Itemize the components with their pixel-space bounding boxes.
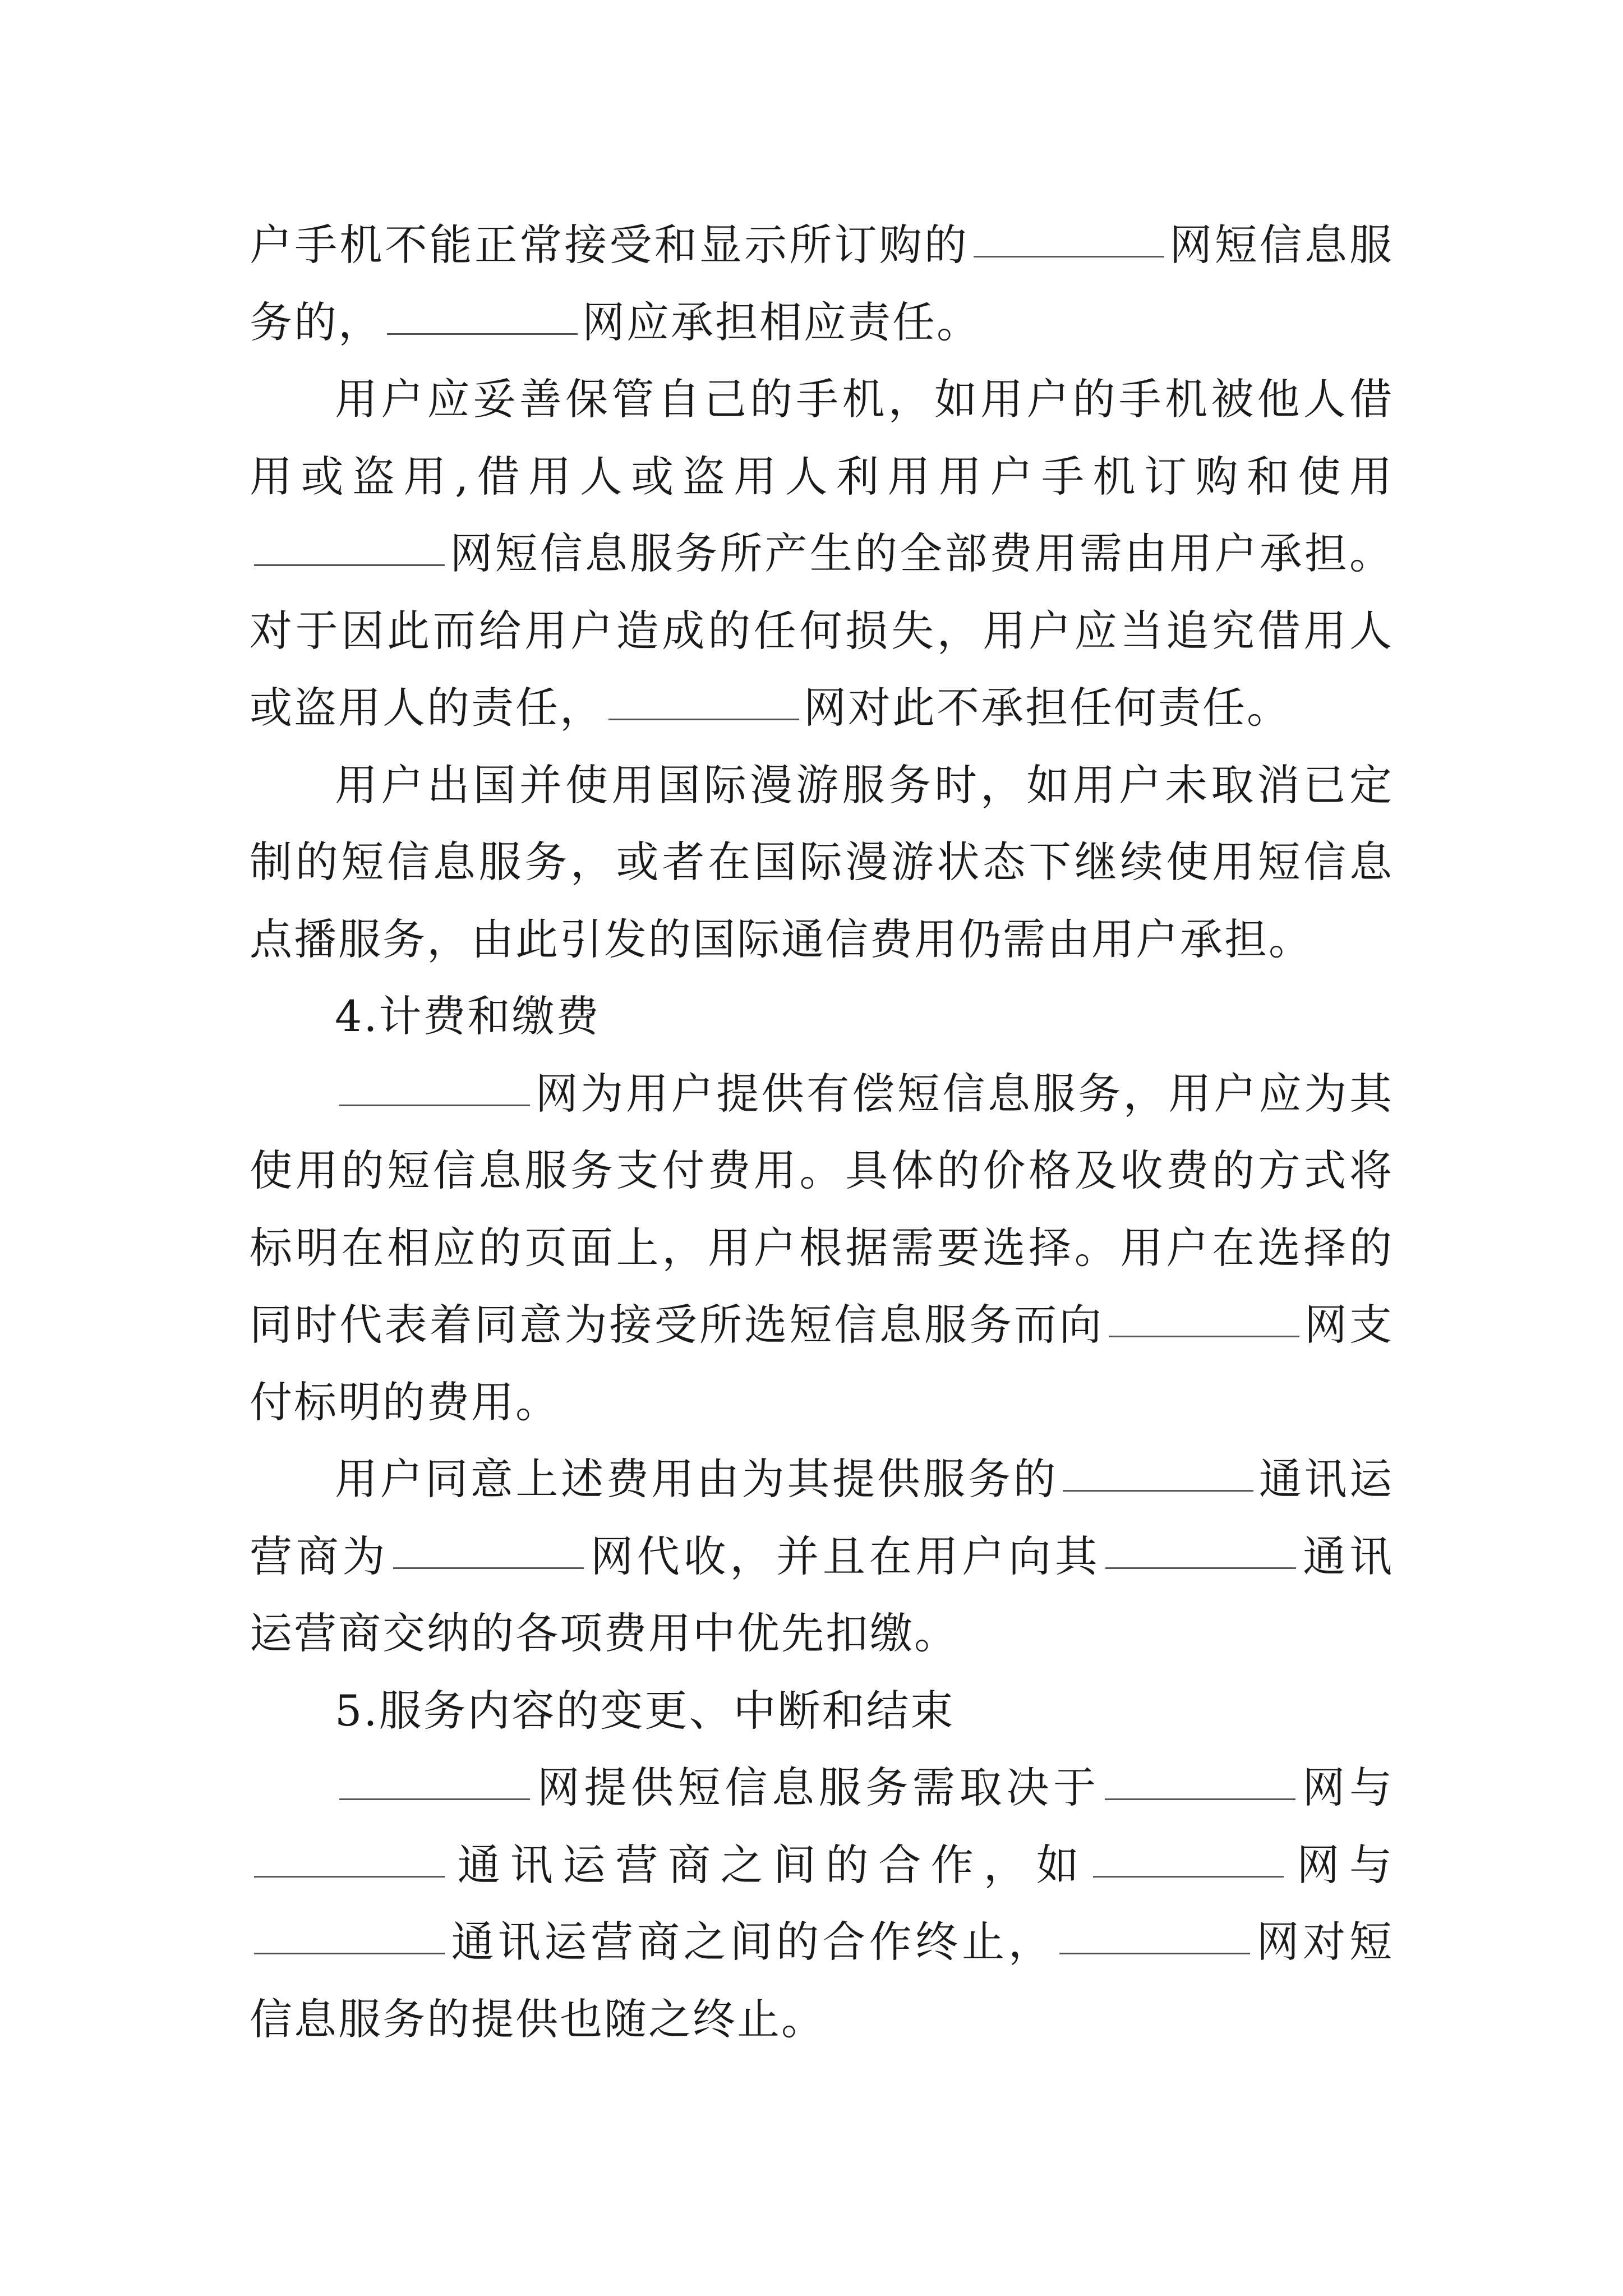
fill-in-blank [387, 333, 578, 335]
fill-in-blank [1109, 1335, 1299, 1337]
paragraph-text: 网与 [1288, 1839, 1394, 1890]
paragraph-text: 用户出国并使用国际漫游服务时，如用户未取消已定制的短信息服务，或者在国际漫游状态下继续使用短信息点播服务，由此引发的国际通信费用仍需由用户承担。 [250, 760, 1394, 964]
fill-in-blank [1063, 1489, 1253, 1492]
fill-in-blank [974, 255, 1164, 257]
fill-in-blank [254, 564, 445, 566]
paragraph-text: 网短信息服务所产生的全部费用需由用户承担。对于因此而给用户造成的任何损失，用户应当追究借用人或盗用人的责任， [250, 528, 1394, 733]
fill-in-blank [1093, 1875, 1284, 1878]
section-heading [250, 1672, 1394, 1750]
section-heading [250, 978, 1394, 1055]
paragraph-text: 网提供短信息服务需取决于 [534, 1763, 1100, 1812]
fill-in-blank [608, 718, 799, 720]
paragraph-text: 通讯运营商之间的合作，如 [449, 1839, 1089, 1890]
paragraph [250, 206, 1394, 361]
paragraph [250, 747, 1394, 978]
paragraph-text: 网应承担相应责任。 [582, 297, 981, 347]
paragraph-text: 通讯运营商交纳的各项费用中优先扣缴。 [250, 1531, 1394, 1658]
paragraph [250, 1441, 1394, 1672]
paragraph-text: 网短信息服务的， [250, 220, 1394, 347]
paragraph-text: 户手机不能正常接受和显示所订购的 [250, 220, 970, 270]
paragraph-text: 用户应妥善保管自己的手机，如用户的手机被他人借用或盗用,借用人或盗用人利用用户手机订购和使用 [250, 374, 1394, 501]
fill-in-blank [254, 1952, 445, 1954]
paragraph-text: 网支付标明的费用。 [250, 1300, 1394, 1427]
paragraph-text: 通讯运营商之间的合作终止， [449, 1917, 1055, 1967]
fill-in-blank [393, 1567, 584, 1569]
paragraph-text: 网为用户提供有偿短信息服务，用户应为其使用的短信息服务支付费用。具体的价格及收费的方式将标明在相应的页面上，用户根据需要选择。用户在选择的同时代表着同意为接受所选短信息服务而向 [250, 1068, 1394, 1350]
paragraph-text: 网对此不承担任何责任。 [804, 683, 1291, 733]
fill-in-blank [339, 1798, 530, 1800]
document-body [250, 206, 1394, 2058]
paragraph [250, 1749, 1394, 2058]
fill-in-blank [339, 1104, 530, 1106]
paragraph-text: 网与 [1299, 1763, 1394, 1812]
paragraph [250, 1055, 1394, 1441]
paragraph-text: 网对短信息服务的提供也随之终止。 [250, 1917, 1394, 2044]
paragraph-text: 网代收，并且在用户向其 [588, 1531, 1101, 1581]
paragraph-text: 用户同意上述费用由为其提供服务的 [335, 1454, 1059, 1504]
fill-in-blank [1105, 1567, 1296, 1569]
fill-in-blank [1105, 1798, 1295, 1800]
fill-in-blank [1059, 1952, 1250, 1954]
paragraph [250, 361, 1394, 747]
paragraph-text: 通讯运营商为 [250, 1454, 1394, 1581]
fill-in-blank [254, 1875, 445, 1878]
paragraph-text: 5.服务内容的变更、中断和结束 [335, 1685, 955, 1736]
paragraph-text: 4.计费和缴费 [335, 991, 601, 1041]
